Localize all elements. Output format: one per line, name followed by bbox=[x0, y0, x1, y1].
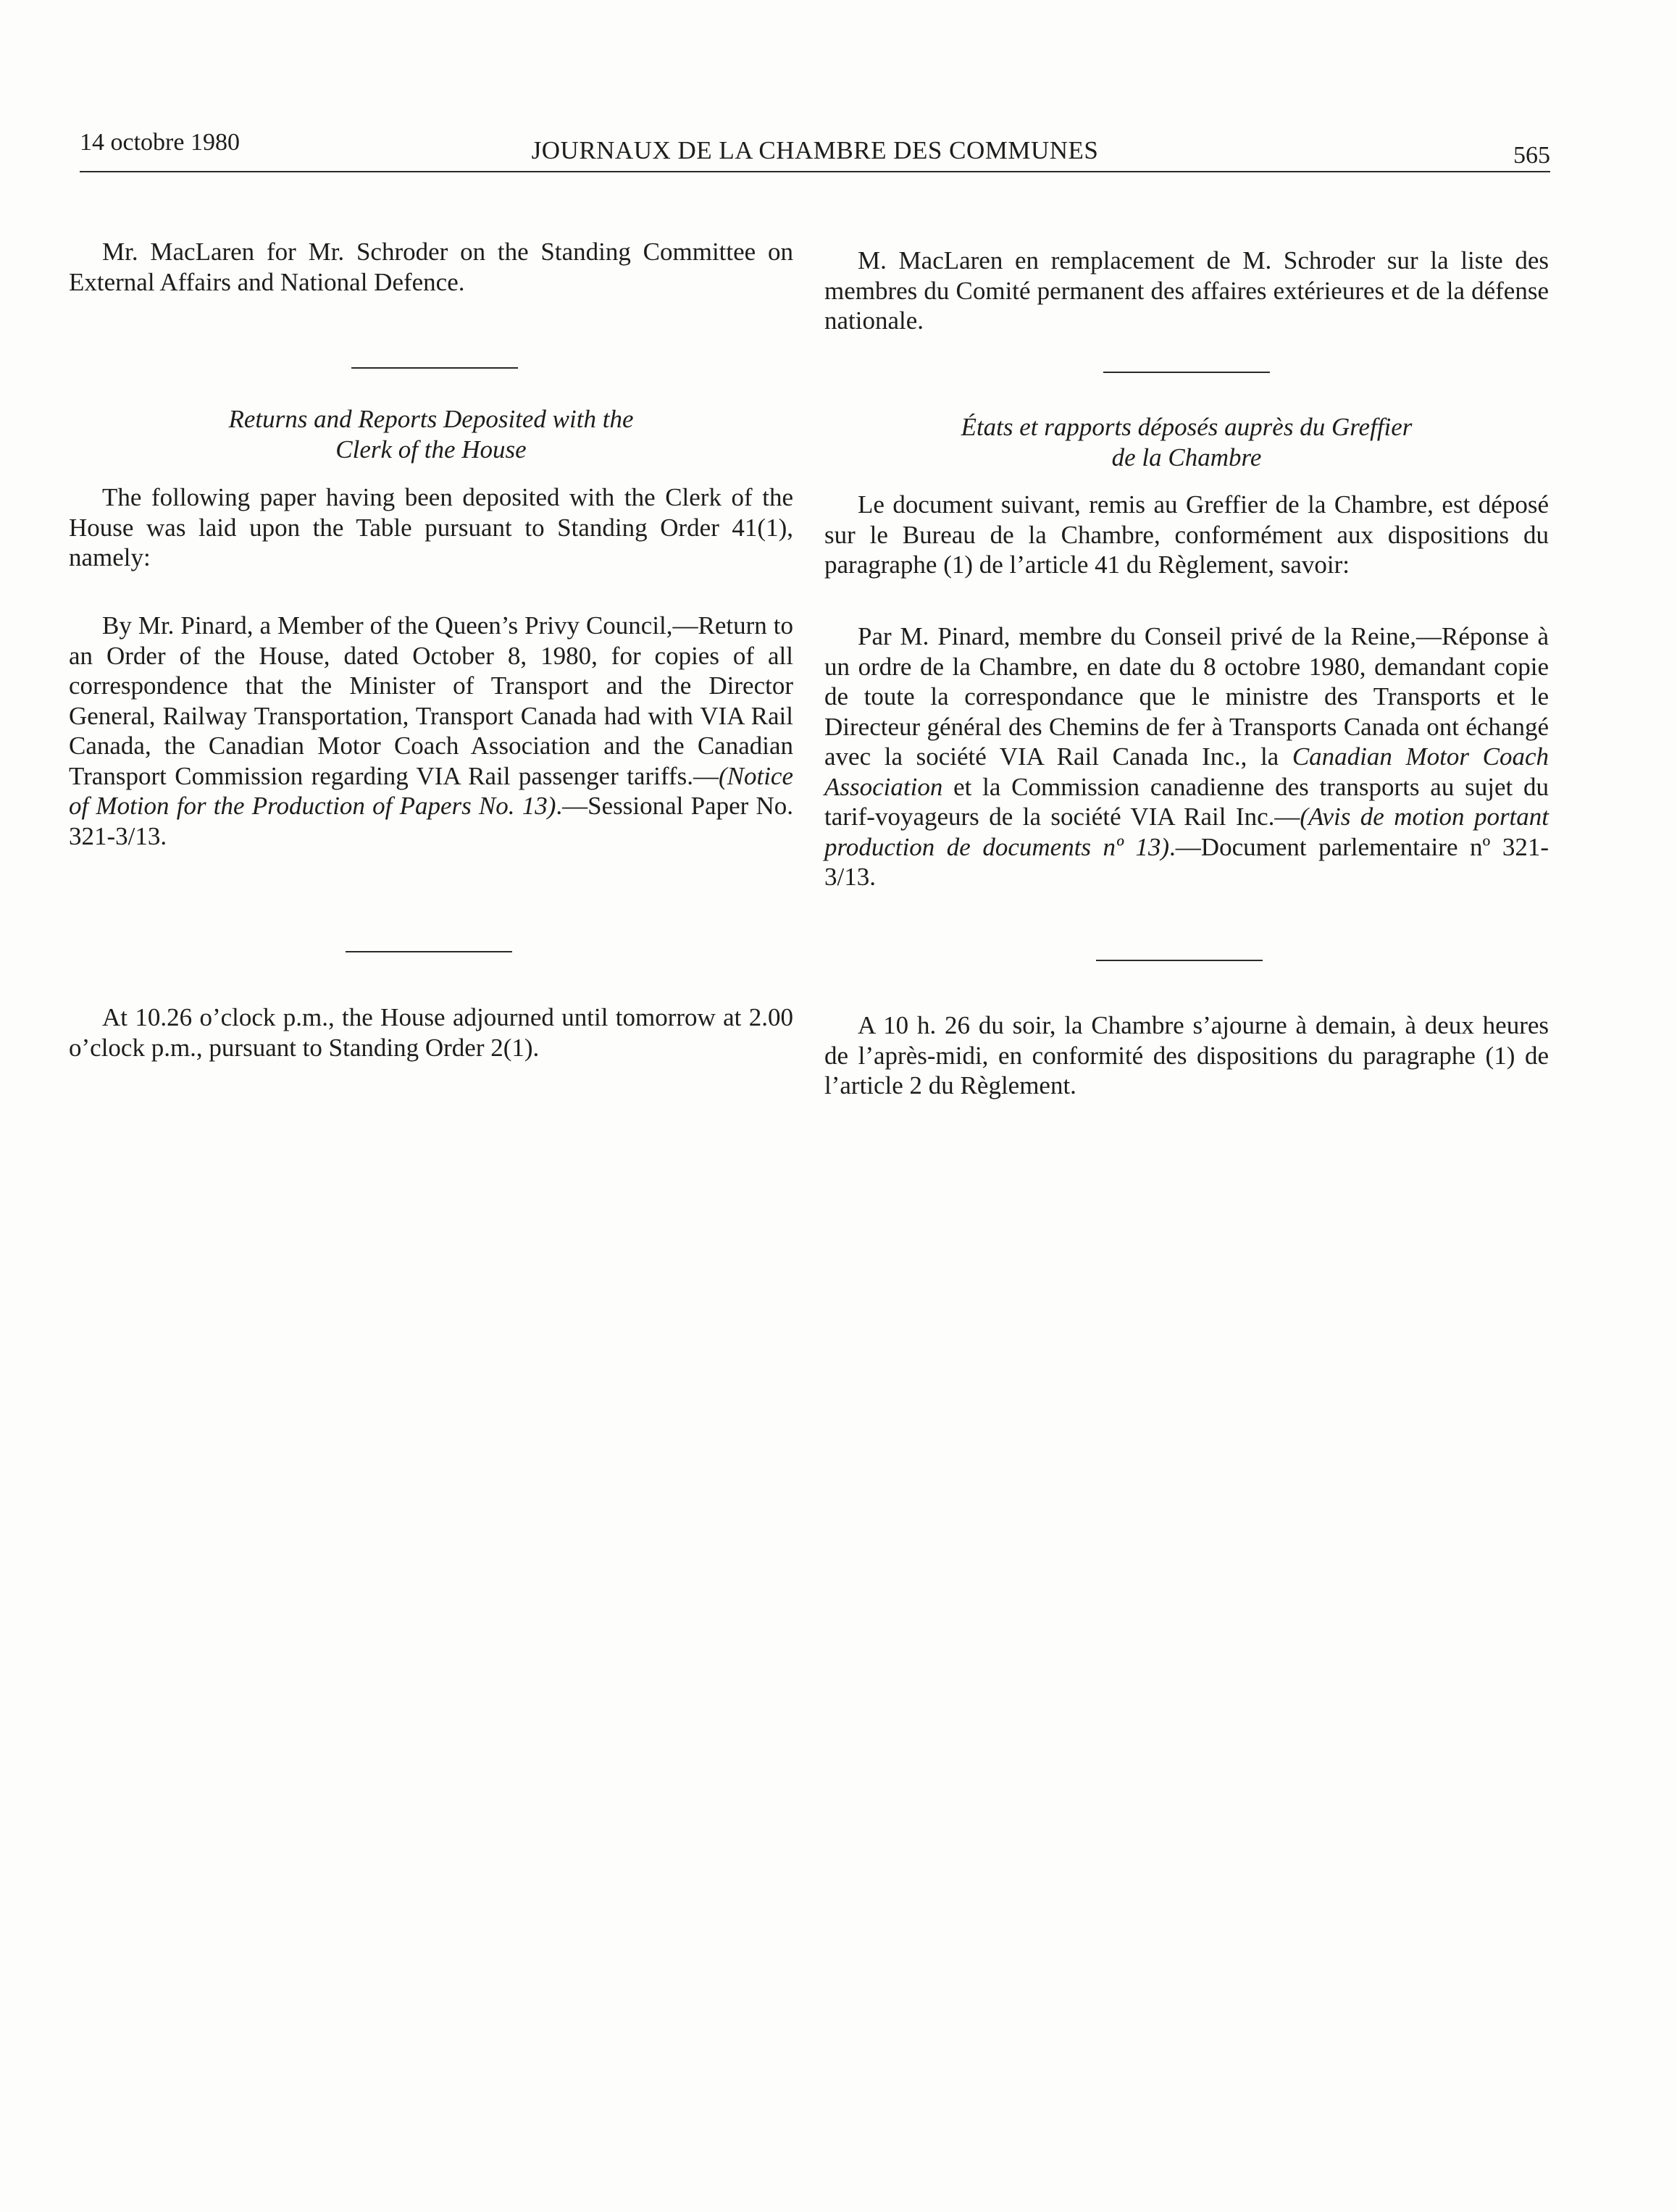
separator bbox=[1096, 960, 1263, 961]
french-adjournment bbox=[824, 1010, 1549, 1101]
english-returns-heading bbox=[69, 404, 793, 465]
return-paragraph bbox=[69, 611, 793, 851]
french-return-italic-b: (Avis de motion portant production de documents nº 13) bbox=[824, 803, 1550, 861]
french-substitution bbox=[824, 246, 1549, 336]
english-deposit-intro bbox=[69, 482, 793, 573]
etats-heading-line2: de la Chambre bbox=[1111, 443, 1262, 472]
returns-heading-line2: Clerk of the House bbox=[335, 435, 527, 464]
journal-title: JOURNAUX DE LA CHAMBRE DES COMMUNES bbox=[531, 136, 1099, 164]
page-number: 565 bbox=[1513, 142, 1550, 169]
header-rule bbox=[80, 171, 1550, 172]
return-end: .—Sessional Paper No. 321-3/13. bbox=[69, 792, 793, 850]
french-deposit-intro bbox=[824, 490, 1549, 580]
french-return-paragraph bbox=[824, 621, 1549, 892]
returns-heading-line1: Returns and Reports Deposited with the bbox=[228, 405, 634, 433]
french-return-text-a: Par M. Pinard, membre du Conseil privé de la Reine,—Réponse à un ordre de la Chambre, en date du 8 octobre 1980, demandant copie de toute la correspondance que le ministre des Transports et le Directeur général des Chemins de fer à Transports Canada ont échangé avec la société VIA Rail Canada Inc., la bbox=[824, 622, 1549, 771]
adjournment-text: At 10.26 o’clock p.m., the House adjourned until tomorrow at 2.00 o’clock p.m., pursuant to Standing Order 2(1). bbox=[69, 1003, 793, 1062]
header-date: 14 octobre 1980 bbox=[80, 129, 240, 156]
french-return-italic-a: Canadian Motor Coach Association bbox=[824, 742, 1550, 801]
french-return-text-b: et la Commission canadienne des transports au sujet du tarif-voyageurs de la société VIA Rail Inc.— bbox=[824, 772, 1549, 831]
english-return bbox=[69, 611, 793, 851]
page-header bbox=[80, 125, 1550, 175]
separator bbox=[351, 367, 518, 369]
separator bbox=[1103, 372, 1270, 373]
etats-heading-line1: États et rapports déposés auprès du Greffier bbox=[961, 413, 1413, 441]
french-deposit-intro-text: Le document suivant, remis au Greffier de la Chambre, est déposé sur le Bureau de la Chambre, conformément aux dispositions du paragraphe (1) de l’article 41 du Règlement, savoir: bbox=[824, 490, 1549, 579]
french-substitution-text: M. MacLaren en remplacement de M. Schroder sur la liste des membres du Comité permanent des affaires extérieures et de la défense nationale. bbox=[824, 246, 1549, 335]
english-substitution bbox=[69, 237, 793, 297]
english-substitution-text: Mr. MacLaren for Mr. Schroder on the Standing Committee on External Affairs and National Defence. bbox=[69, 238, 793, 296]
return-text: By Mr. Pinard, a Member of the Queen’s Privy Council,—Return to an Order of the House, dated October 8, 1980, for copies of all correspondence that the Minister of Transport and the Director General, Railway Transportation, Transport Canada had with VIA Rail Canada, the Canadian Motor Coach Association and the Canadian Transport Commission regarding VIA Rail passenger tariffs.— bbox=[69, 611, 793, 790]
deposit-intro-text: The following paper having been deposited with the Clerk of the House was laid upon the Table pursuant to Standing Order 41(1), namely: bbox=[69, 483, 793, 571]
french-returns-heading bbox=[824, 412, 1549, 473]
return-italic: (Notice of Motion for the Production of Papers No. 13) bbox=[69, 761, 793, 820]
french-adjournment-text: A 10 h. 26 du soir, la Chambre s’ajourne à demain, à deux heures de l’après-midi, en conformité des dispositions du paragraphe (1) de l’article 2 du Règlement. bbox=[824, 1011, 1549, 1099]
french-return-end: .—Document parlementaire nº 321-3/13. bbox=[824, 832, 1549, 891]
english-adjournment bbox=[69, 1002, 793, 1063]
french-return bbox=[824, 621, 1549, 892]
separator bbox=[346, 951, 512, 952]
